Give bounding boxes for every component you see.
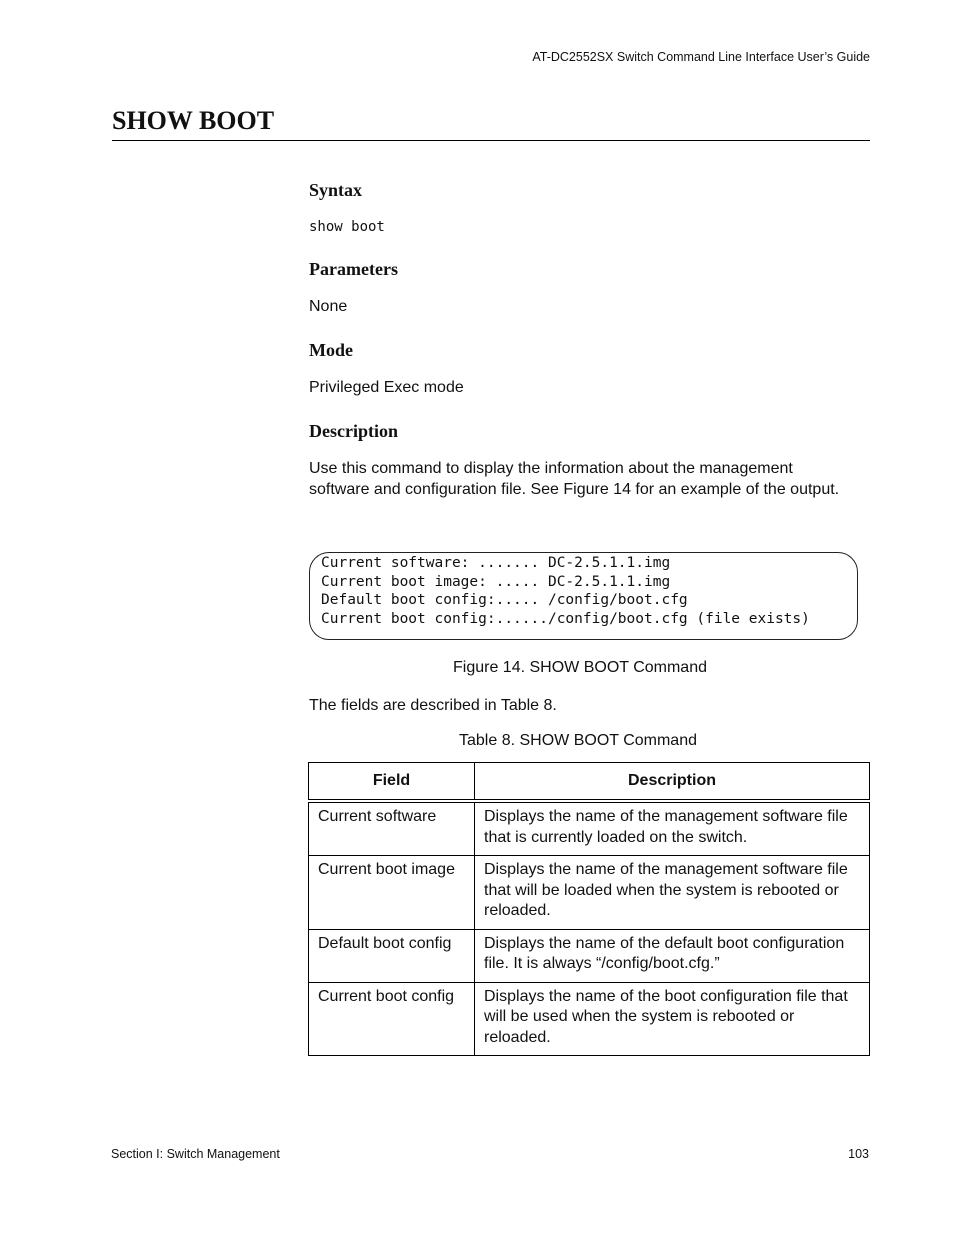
- field-cell: Current software: [309, 801, 475, 856]
- table-caption: Table 8. SHOW BOOT Command: [459, 732, 697, 749]
- syntax-heading: Syntax: [309, 180, 363, 200]
- command-output-figure: [309, 552, 858, 640]
- parameters-heading: Parameters: [309, 259, 398, 279]
- field-cell: Default boot config: [309, 929, 475, 982]
- table-row: [309, 856, 870, 930]
- title-rule: [112, 140, 870, 141]
- description-cell: Displays the name of the management software file that is currently loaded on the switch.: [475, 801, 870, 856]
- output-line: Current boot image: ..... DC-2.5.1.1.img: [321, 573, 671, 590]
- output-line: Current software: ....... DC-2.5.1.1.img: [321, 555, 671, 571]
- output-line: Current boot config:....../config/boot.cfg (file exists): [321, 611, 810, 628]
- description-text: Use this command to display the information about the management software and configuration file. See Figure 14 for an example of the output.: [309, 460, 840, 498]
- description-cell: Displays the name of the default boot configuration file. It is always “/config/boot.cfg.”: [475, 929, 870, 982]
- output-line: Default boot config:..... /config/boot.cfg: [321, 592, 688, 609]
- parameters-text: None: [309, 298, 348, 315]
- column-header-description: Description: [475, 763, 870, 802]
- table-header-row: [309, 763, 870, 802]
- field-cell: Current boot config: [309, 982, 475, 1056]
- mode-text: Privileged Exec mode: [309, 379, 464, 396]
- footer-page-number: 103: [848, 1147, 869, 1161]
- table-row: [309, 929, 870, 982]
- table-row: [309, 982, 870, 1056]
- column-header-field: Field: [309, 763, 475, 802]
- mode-heading: Mode: [309, 340, 353, 360]
- description-heading: Description: [309, 421, 398, 441]
- table-row: [309, 801, 870, 856]
- field-cell: Current boot image: [309, 856, 475, 930]
- description-cell: Displays the name of the boot configuration file that will be used when the system is rebooted or reloaded.: [475, 982, 870, 1056]
- page-title: SHOW BOOT: [112, 106, 275, 135]
- fields-table: [308, 762, 870, 1056]
- description-cell: Displays the name of the management software file that will be loaded when the system is rebooted or reloaded.: [475, 856, 870, 930]
- fields-intro: The fields are described in Table 8.: [309, 697, 557, 714]
- footer-section: Section I: Switch Management: [111, 1147, 280, 1161]
- syntax-command: show boot: [309, 219, 385, 235]
- running-header: AT-DC2552SX Switch Command Line Interface User’s Guide: [532, 50, 870, 64]
- figure-caption: Figure 14. SHOW BOOT Command: [453, 659, 707, 676]
